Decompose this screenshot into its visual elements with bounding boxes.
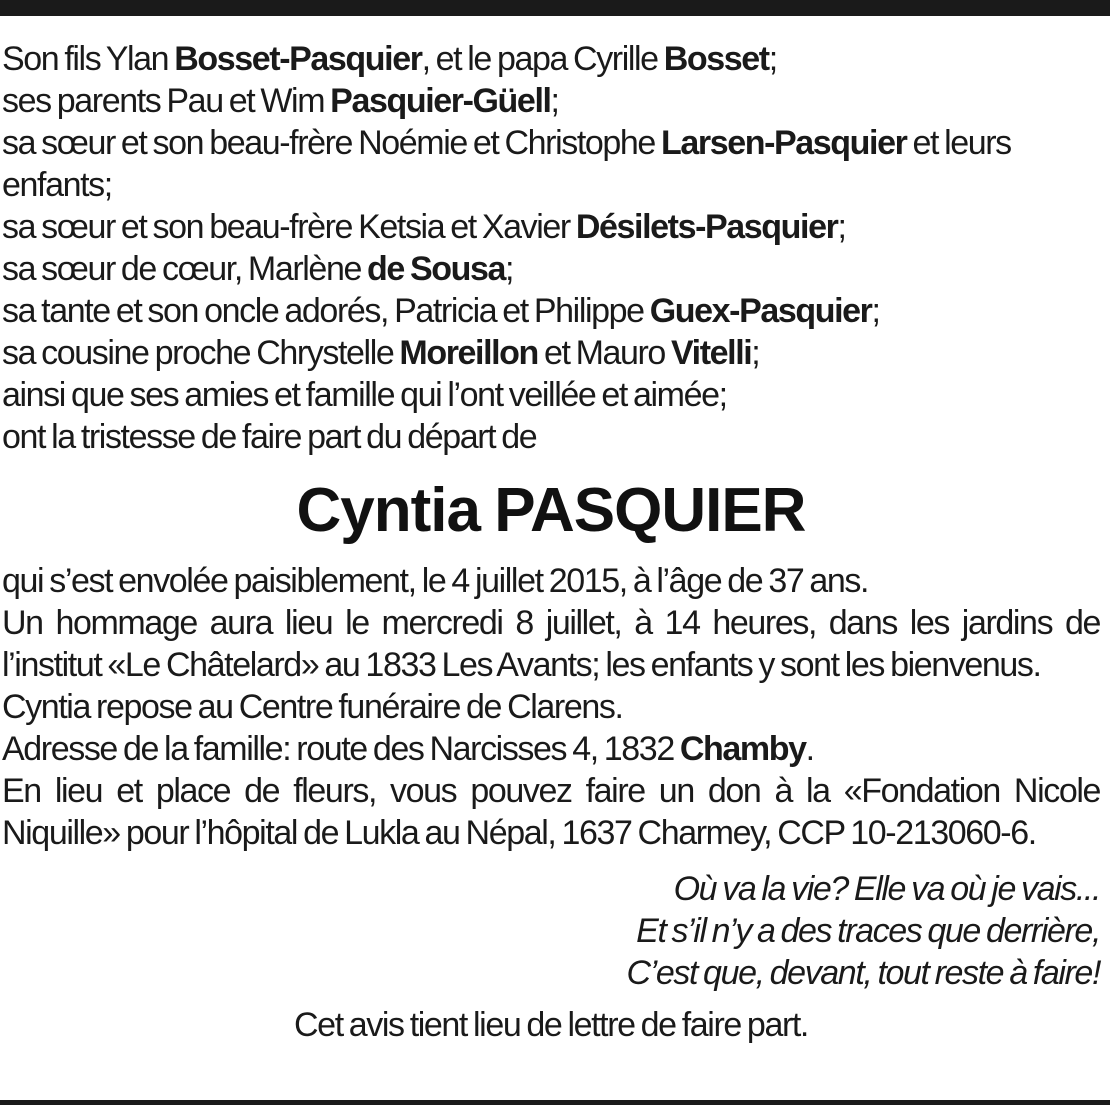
family-line bbox=[2, 248, 1100, 290]
family-line bbox=[2, 290, 1100, 332]
tribute-paragraph: Un hommage aura lieu le mercredi 8 juillet, à 14 heures, dans les jardins de l’institut «Le Châtelard» au 1833 Les Avants; les enfants y sont les bienvenus. bbox=[2, 604, 1100, 684]
family-text: ; bbox=[837, 208, 846, 246]
family-surname: Bosset bbox=[663, 40, 769, 78]
passing-line: qui s’est envolée paisiblement, le 4 juillet 2015, à l’âge de 37 ans. bbox=[2, 562, 869, 600]
closing-line: Cet avis tient lieu de lettre de faire part. bbox=[294, 1006, 808, 1044]
family-line bbox=[2, 332, 1100, 374]
family-text: ; bbox=[751, 334, 760, 372]
family-text: et leurs enfants; bbox=[2, 124, 1011, 204]
family-text: ses parents Pau et Wim bbox=[2, 82, 331, 120]
family-text: sa tante et son oncle adorés, Patricia et Philippe bbox=[2, 292, 650, 330]
address-suffix: . bbox=[805, 730, 814, 768]
family-surname: Larsen-Pasquier bbox=[660, 124, 907, 162]
address-prefix: Adresse de la famille: route des Narcisses 4, 1832 bbox=[2, 730, 680, 768]
family-surname: Moreillon bbox=[399, 334, 538, 372]
poem-line: Où va la vie? Elle va où je vais... bbox=[673, 870, 1100, 908]
address-line bbox=[2, 728, 1100, 770]
poem bbox=[2, 868, 1100, 994]
top-rule bbox=[0, 0, 1110, 16]
family-line bbox=[2, 416, 1100, 458]
family-text: sa sœur et son beau-frère Ketsia et Xavier bbox=[2, 208, 576, 246]
family-text: ; bbox=[550, 82, 559, 120]
family-line bbox=[2, 206, 1100, 248]
family-text: sa cousine proche Chrystelle bbox=[2, 334, 400, 372]
family-line bbox=[2, 122, 1100, 206]
family-text: , et le papa Cyrille bbox=[421, 40, 664, 78]
family-text: ainsi que ses amies et famille qui l’ont veillée et aimée; bbox=[2, 376, 727, 414]
family-line bbox=[2, 38, 1100, 80]
donation-paragraph: En lieu et place de fleurs, vous pouvez faire un don à la «Fondation Nicole Niquille» pour l’hôpital de Lukla au Népal, 1637 Charmey, CCP 10-213060-6. bbox=[2, 772, 1100, 852]
family-text: ; bbox=[768, 40, 777, 78]
family-list bbox=[2, 38, 1100, 458]
family-text: ont la tristesse de faire part du départ de bbox=[2, 418, 537, 456]
obituary-notice bbox=[2, 38, 1100, 1046]
family-text: sa sœur et son beau-frère Noémie et Christophe bbox=[2, 124, 661, 162]
poem-line: Et s’il n’y a des traces que derrière, bbox=[636, 912, 1100, 950]
family-text: ; bbox=[871, 292, 880, 330]
family-text: Son fils Ylan bbox=[2, 40, 175, 78]
family-text: ; bbox=[504, 250, 514, 288]
deceased-name: Cyntia PASQUIER bbox=[296, 476, 806, 545]
family-surname: Pasquier-Güell bbox=[330, 82, 551, 120]
family-text: sa sœur de cœur, Marlène bbox=[2, 250, 368, 288]
family-surname: Désilets-Pasquier bbox=[575, 208, 838, 246]
family-surname: Guex-Pasquier bbox=[649, 292, 872, 330]
rest-line: Cyntia repose au Centre funéraire de Clarens. bbox=[2, 688, 623, 726]
family-line bbox=[2, 80, 1100, 122]
poem-line: C’est que, devant, tout reste à faire! bbox=[626, 954, 1100, 992]
address-place: Chamby bbox=[679, 730, 806, 768]
family-text: et Mauro bbox=[537, 334, 671, 372]
family-surname: Bosset-Pasquier bbox=[174, 40, 422, 78]
family-surname: Vitelli bbox=[671, 334, 752, 372]
family-surname: de Sousa bbox=[367, 250, 505, 288]
family-line bbox=[2, 374, 1100, 416]
bottom-rule bbox=[0, 1100, 1110, 1105]
